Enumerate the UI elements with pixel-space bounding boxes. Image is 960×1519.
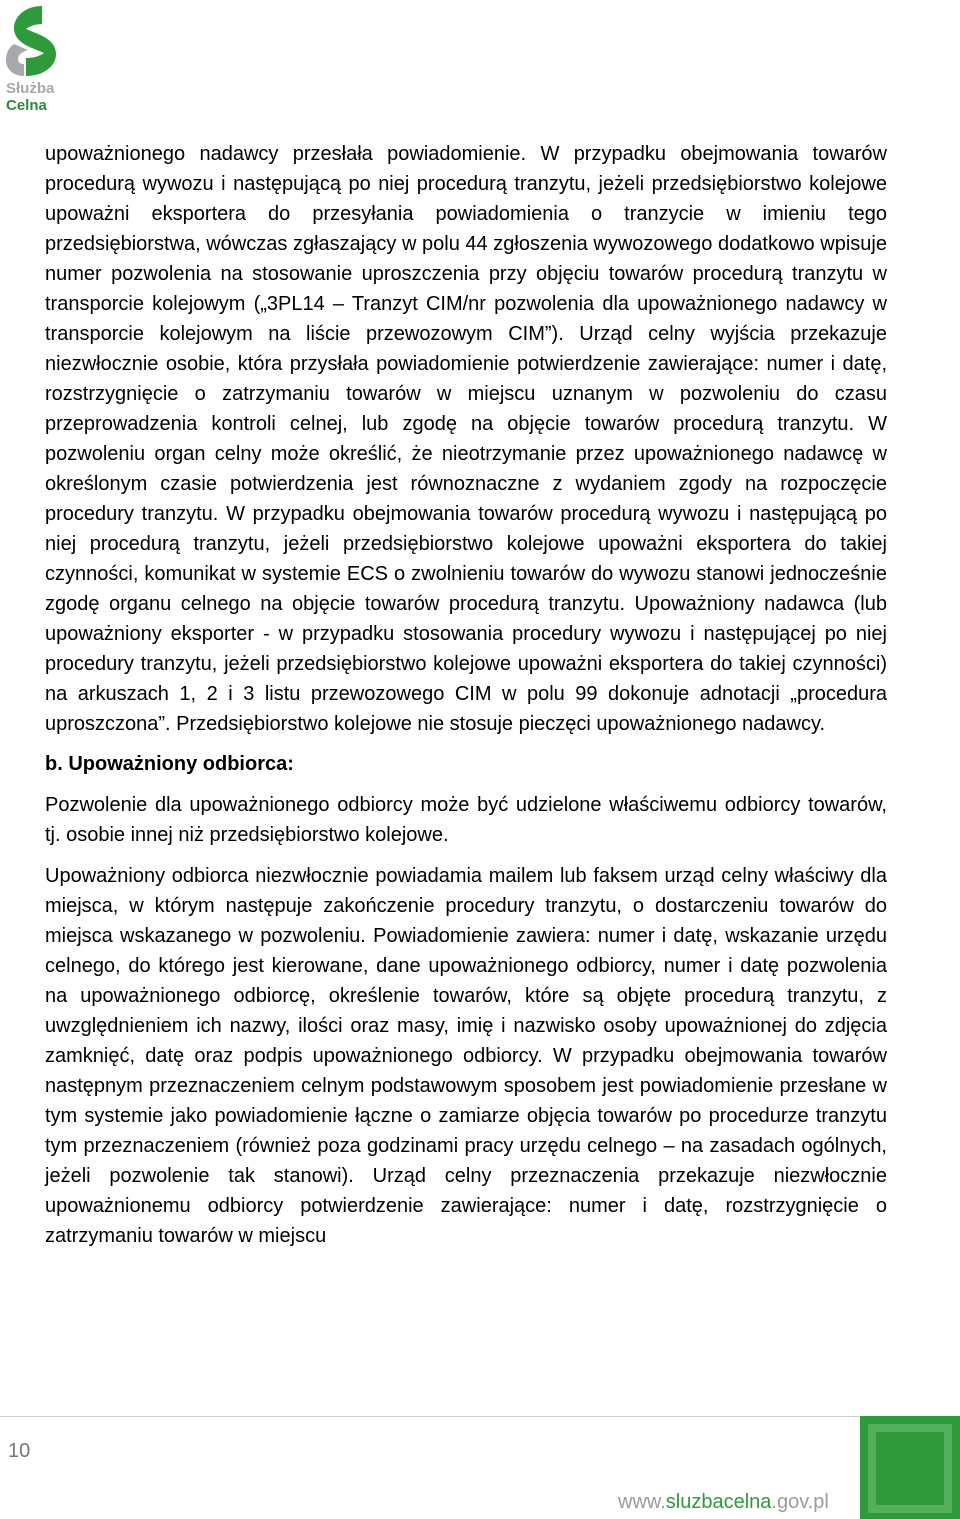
footer-website-link[interactable] (618, 1491, 829, 1514)
page-number: 10 (8, 1440, 31, 1462)
url-accent: sluzbacelna (665, 1491, 772, 1513)
footer-divider (0, 1416, 860, 1417)
sluzba-celna-emblem-icon (4, 4, 64, 78)
paragraph-1: upoważnionego nadawcy przesłała powiadomienie. W przypadku obejmowania towarów procedurą wywozu i następującą po niej procedurą tranzytu, jeżeli przedsiębiorstwo kolejowe upoważni eksportera do przesyłania powiadomienia o tranzycie w imieniu tego przedsiębiorstwa, wówczas zgłaszający w polu 44 zgłoszenia wywozowego dodatkowo wpisuje numer pozwolenia na stosowanie uproszczenia przy objęciu towarów procedurą tranzytu w transporcie kolejowym („3PL14 – Tranzyt CIM/nr pozwolenia dla upoważnionego nadawcy w transporcie kolejowym na liście przewozowym CIM”). Urząd celny wyjścia przekazuje niezwłocznie osobie, która przysłała powiadomienie potwierdzenie zawierające: numer i datę, rozstrzygnięcie o zatrzymaniu towarów w miejscu uznanym w pozwoleniu do czasu przeprowadzenia kontroli celnej, lub zgodę na objęcie towarów procedurą tranzytu. W pozwoleniu organ celny może określić, że nieotrzymanie przez upoważnionego nadawcę w określonym czasie potwierdzenia jest równoznaczne z wydaniem zgody na rozpoczęcie procedury tranzytu. W przypadku obejmowania towarów procedurą wywozu i następującą po niej procedurą tranzytu, jeżeli przedsiębiorstwo kolejowe upoważni eksportera do takiej czynności, komunikat w systemie ECS o zwolnieniu towarów do wywozu stanowi jednocześnie zgodę organu celnego na objęcie towarów procedurą tranzytu. Upoważniony nadawca (lub upoważniony eksporter - w przypadku stosowania procedury wywozu i następującej po niej procedury tranzytu, jeżeli przedsiębiorstwo kolejowe upoważni eksportera do takiej czynności) na arkuszach 1, 2 i 3 listu przewozowego CIM w polu 99 dokonuje adnotacji „procedura uproszczona”. Przedsiębiorstwo kolejowe nie stosuje pieczęci upoważnionego nadawcy. (45, 143, 887, 735)
url-prefix: www. (618, 1491, 666, 1513)
document-body (45, 139, 887, 1251)
logo-wordmark (6, 80, 54, 114)
paragraph-3: Upoważniony odbiorca niezwłocznie powiadamia mailem lub faksem urząd celny właściwy dla miejsca, w którym następuje zakończenie procedury tranzytu, o dostarczeniu towarów do miejsca wskazanego w pozwoleniu. Powiadomienie zawiera: numer i datę, wskazanie urzędu celnego, do którego jest kierowane, dane upoważnionego odbiorcy, numer i datę pozwolenia na upoważnionego odbiorcę, określenie towarów, które są objęte procedurą tranzytu, z uwzględnieniem ich nazwy, ilości oraz masy, imię i nazwisko osoby upoważnionej do zdjęcia zamknięć, datę oraz podpis upoważnionego odbiorcy. W przypadku obejmowania towarów następnym przeznaczeniem celnym podstawowym sposobem jest powiadomienie przesłane w tym systemie jako powiadomienie łączne o zamiarze objęcia towarów po procedurze tranzytu tym przeznaczeniem (również poza godzinami pracy urzędu celnego – na zasadach ogólnych, jeżeli pozwolenie tak stanowi). Urząd celny przeznaczenia przekazuje niezwłocznie upoważnionemu odbiorcy potwierdzenie zawierające: numer i datę, rozstrzygnięcie o zatrzymaniu towarów w miejscu (45, 865, 887, 1247)
section-heading-b: b. Upoważniony odbiorca: (45, 753, 294, 775)
logo-line-2: Celna (6, 97, 47, 114)
sluzba-celna-logo (4, 4, 84, 116)
footer-corner-stripes-icon (862, 1418, 958, 1519)
logo-line-1: Służba (6, 80, 55, 97)
url-suffix: .gov.pl (771, 1491, 829, 1513)
paragraph-2: Pozwolenie dla upoważnionego odbiorcy może być udzielone właściwemu odbiorcy towarów, tj. osobie innej niż przedsiębiorstwo kolejowe. (45, 794, 887, 846)
